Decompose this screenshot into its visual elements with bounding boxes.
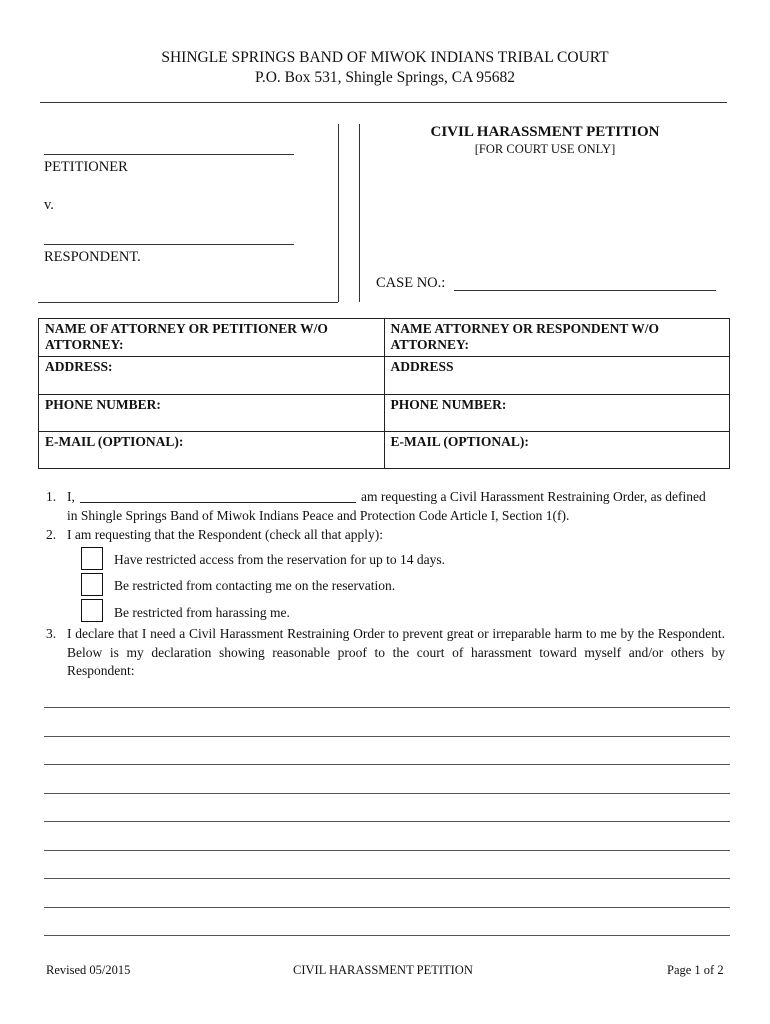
petitioner-attorney-name-label: NAME OF ATTORNEY OR PETITIONER W/O ATTORNEY: [45,321,328,352]
case-no-line[interactable] [454,290,716,291]
petitioner-phone-label: PHONE NUMBER: [45,397,161,412]
petitioner-address-label: ADDRESS: [45,359,113,374]
court-name: SHINGLE SPRINGS BAND OF MIWOK INDIANS TRIBAL COURT [161,49,609,66]
court-address: P.O. Box 531, Shingle Springs, CA 95682 [254,69,516,86]
header-divider [40,102,727,103]
respondent-email-label: E-MAIL (OPTIONAL): [390,434,529,449]
declaration-line[interactable] [44,850,730,851]
declaration-line[interactable] [44,935,730,936]
item-2-text: I am requesting that the Respondent (check all that apply): [67,527,384,542]
declaration-line[interactable] [44,907,730,908]
item-1-name-line[interactable] [80,502,356,503]
respondent-name-line[interactable] [44,244,294,245]
option-no-contact-checkbox[interactable] [81,573,103,596]
page-number: Page 1 of 2 [667,963,724,977]
item-2-number: 2. [46,527,57,542]
respondent-address-label: ADDRESS [390,359,454,374]
petitioner-phone-cell[interactable] [39,395,385,432]
declaration-line[interactable] [44,736,730,737]
item-3-text: I declare that I need a Civil Harassment Restraining Order to prevent great or irreparable harm to me by the Respondent. Below is my declaration showing reasonable proof to the court of harassment toward myself and/or others by Respondent: [67,626,725,678]
option-no-contact-label: Be restricted from contacting me on the reservation. [114,578,396,593]
option-no-harassing-label: Be restricted from harassing me. [114,605,290,620]
versus-label: v. [44,197,54,213]
item-1-number: 1. [46,489,57,504]
petitioner-name-line[interactable] [44,154,294,155]
respondent-label: RESPONDENT. [44,249,141,265]
item-3-number: 3. [46,626,57,641]
respondent-address-cell[interactable] [384,357,730,395]
petitioner-email-cell[interactable] [39,432,385,469]
form-title: CIVIL HARASSMENT PETITION [430,124,660,140]
item-1-line-2: in Shingle Springs Band of Miwok Indians Peace and Protection Code Article I, Section 1(f). [67,508,570,523]
footer-title: CIVIL HARASSMENT PETITION [293,963,473,977]
case-no-label: CASE NO.: [376,275,446,291]
respondent-email-cell[interactable] [384,432,730,469]
item-1-text: am requesting a Civil Harassment Restraining Order, as defined [361,489,706,504]
declaration-line[interactable] [44,764,730,765]
option-no-harassing-checkbox[interactable] [81,599,103,622]
option-restricted-access-checkbox[interactable] [81,547,103,570]
respondent-attorney-name-label: NAME ATTORNEY OR RESPONDENT W/O ATTORNEY: [390,321,660,352]
petitioner-label: PETITIONER [44,159,128,175]
respondent-phone-cell[interactable] [384,395,730,432]
respondent-phone-label: PHONE NUMBER: [390,397,507,412]
declaration-line[interactable] [44,821,730,822]
respondent-attorney-name-cell[interactable] [384,319,730,357]
petitioner-attorney-name-cell[interactable] [39,319,385,357]
caption-bottom-border [38,302,338,303]
party-info-table [38,318,730,469]
item-1-intro: I, [67,489,75,504]
revised-date: Revised 05/2015 [46,963,131,977]
declaration-line[interactable] [44,793,730,794]
petitioner-email-label: E-MAIL (OPTIONAL): [45,434,184,449]
option-restricted-access-label: Have restricted access from the reservation for up to 14 days. [114,552,446,567]
petitioner-address-cell[interactable] [39,357,385,395]
court-use-label: [FOR COURT USE ONLY] [474,142,616,156]
declaration-line[interactable] [44,707,730,708]
caption-right-border [338,124,339,302]
declaration-line[interactable] [44,878,730,879]
